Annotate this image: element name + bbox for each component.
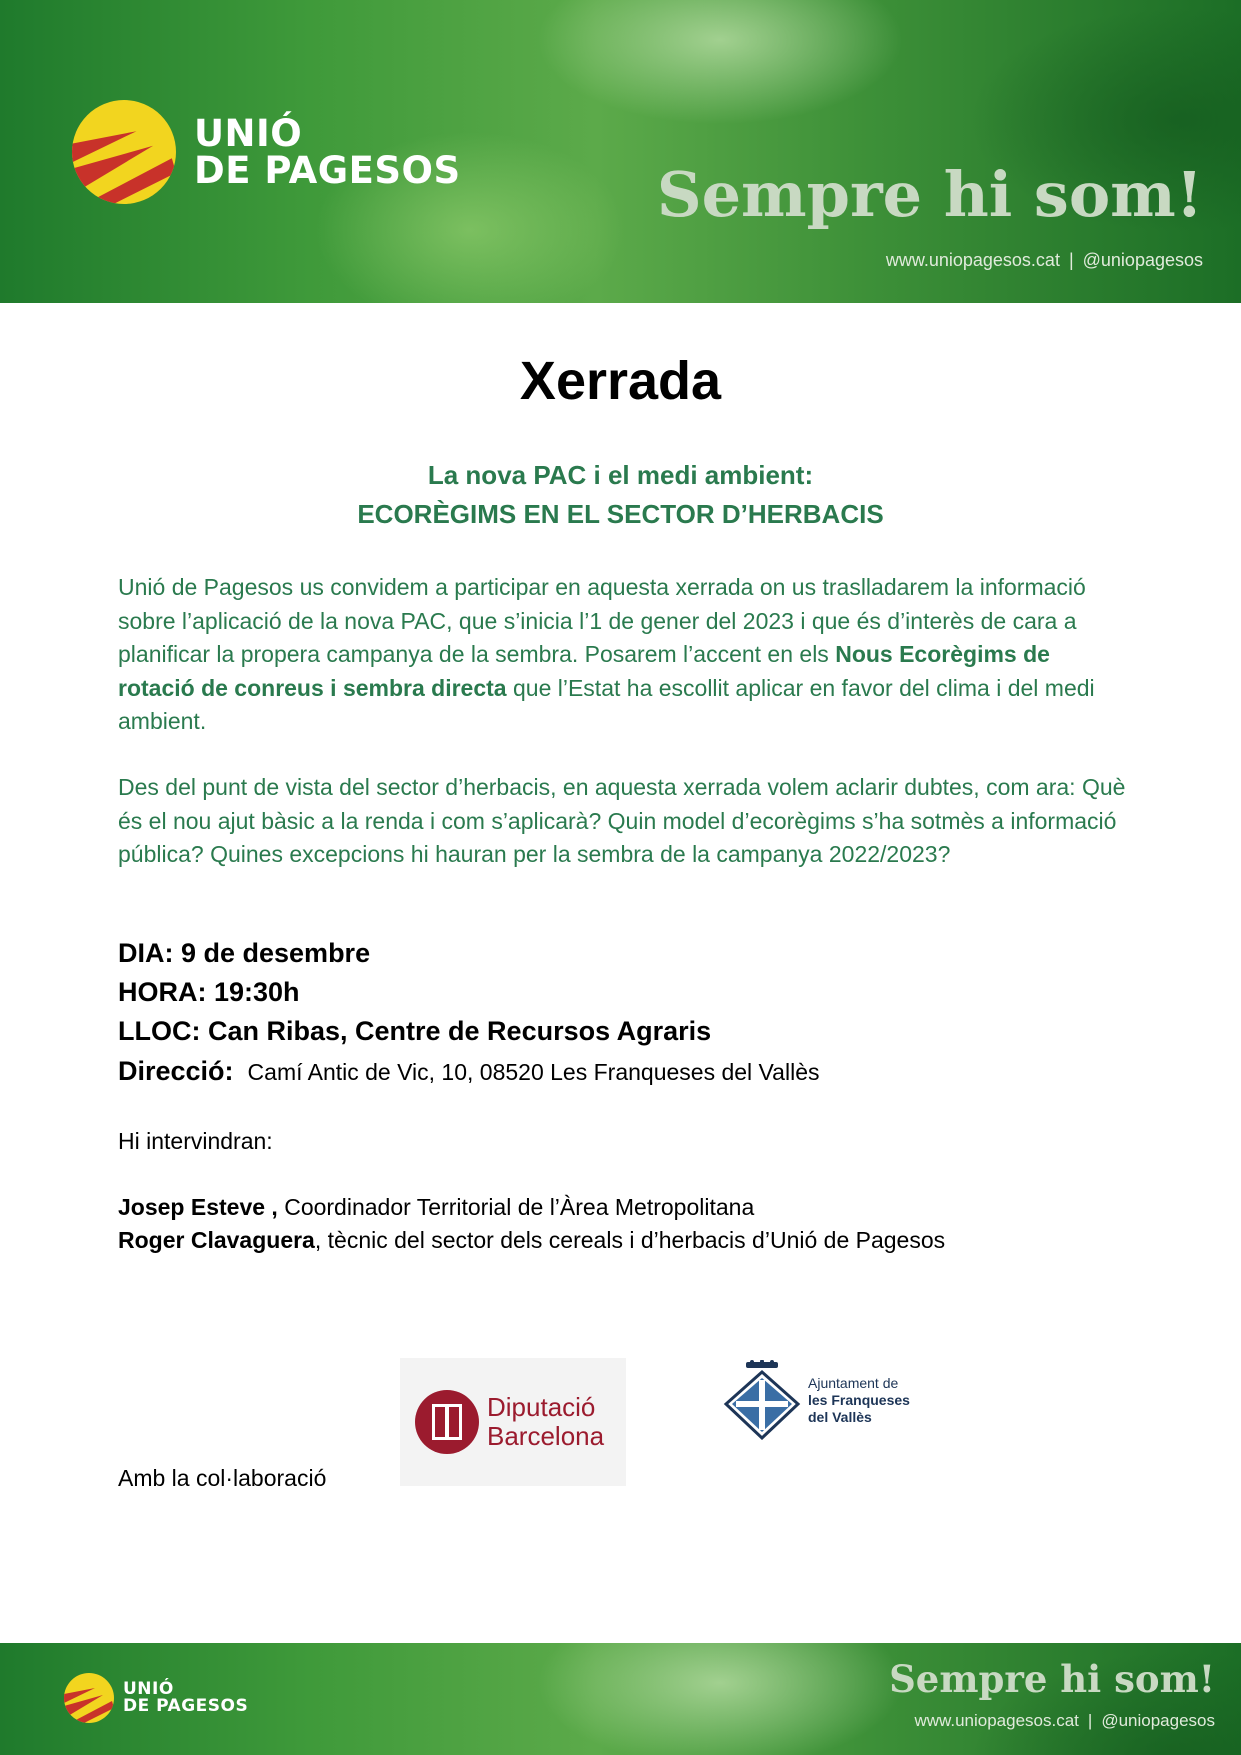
- footer-slogan: Sempre hi som!: [889, 1657, 1215, 1701]
- intro-text-1: Unió de Pagesos us convidem a participar en aquesta xerrada on us traslladarem la informació sobre l’aplicació de la nova PAC, que s’inicia l’1 de gener del 2023 i que és d’interès de cara a planificar la propera campanya de la sembra. Posarem l’accent en els: [118, 574, 1086, 667]
- link-separator: |: [1068, 250, 1074, 270]
- intro-highlight: Nous Ecorègims de rotació de conreus i sembra directa: [118, 641, 1050, 701]
- address-label: Direcció:: [118, 1056, 234, 1086]
- footer-link-separator: |: [1087, 1711, 1093, 1730]
- footer-logo-line-2: DE PAGESOS: [123, 1696, 249, 1716]
- ajuntament-shield-icon: [722, 1360, 802, 1440]
- logo-line-2: DE PAGESOS: [194, 149, 461, 192]
- speaker-role: , tècnic del sector dels cereals i d’herbacis d’Unió de Pagesos: [314, 1227, 946, 1253]
- speaker-role: Coordinador Territorial de l’Àrea Metropolitana: [277, 1194, 755, 1220]
- ajuntament-line-2: les Franqueses: [808, 1391, 910, 1408]
- slogan: Sempre hi som!: [656, 158, 1203, 231]
- footer-social-handle[interactable]: @uniopagesos: [1101, 1711, 1215, 1730]
- website-link[interactable]: www.uniopagesos.cat: [885, 250, 1060, 270]
- speaker-item: [118, 1224, 1128, 1257]
- subtitle-line-2: ECORÈGIMS EN EL SECTOR D’HERBACIS: [357, 499, 884, 529]
- ajuntament-line-1: Ajuntament de: [808, 1374, 899, 1391]
- footer-logo-line-1: UNIÓ: [123, 1679, 174, 1699]
- subtitle-line-1: La nova PAC i el medi ambient:: [427, 460, 814, 490]
- header-links: [886, 250, 1203, 271]
- diputacio-line-1: Diputació: [487, 1392, 596, 1422]
- footer-banner: [0, 1643, 1241, 1755]
- ajuntament-name: [808, 1375, 910, 1426]
- event-location: LLOC: Can Ribas, Centre de Recursos Agraris: [118, 1016, 712, 1046]
- footer-logo-text: [123, 1681, 248, 1715]
- diputacio-seal-icon: [415, 1390, 479, 1454]
- speaker-name: Josep Esteve ,: [118, 1194, 278, 1220]
- footer-website-link[interactable]: www.uniopagesos.cat: [914, 1711, 1079, 1730]
- subtitle: [0, 456, 1241, 534]
- logo-emblem-icon: [72, 100, 176, 204]
- unio-pagesos-logo: [72, 100, 461, 204]
- questions-paragraph: Des del punt de vista del sector d’herbacis, en aquesta xerrada volem aclarir dubtes, com ara: Què és el nou ajut bàsic a la renda i com s’aplicarà? Quin model d’ecorègims s’ha sotmès a informació pública? Quines excepcions hi hauran per la sembra de la campanya 2022/2023?: [118, 774, 1126, 867]
- address-value: Camí Antic de Vic, 10, 08520 Les Franqueses del Vallès: [247, 1059, 820, 1085]
- intro-text-2: que l’Estat ha escollit aplicar en favor del clima i del medi ambient.: [118, 674, 1095, 734]
- event-date: DIA: 9 de desembre: [118, 938, 371, 968]
- speaker-name: Roger Clavaguera: [118, 1227, 315, 1253]
- diputacio-line-2: Barcelona: [487, 1421, 605, 1451]
- header-banner: [0, 0, 1241, 303]
- ajuntament-franqueses-logo: [722, 1360, 910, 1440]
- footer-logo-emblem-icon: [64, 1673, 114, 1723]
- speaker-item: [118, 1191, 1128, 1224]
- footer-links: [914, 1711, 1215, 1731]
- logo-text: [194, 112, 461, 192]
- collaboration-label: Amb la col·laboració: [118, 1465, 327, 1491]
- page-title: Xerrada: [519, 351, 722, 411]
- event-address: [118, 1052, 1128, 1092]
- ajuntament-line-3: del Vallès: [808, 1408, 872, 1425]
- logo-line-1: UNIÓ: [194, 112, 303, 155]
- speakers-intro: Hi intervindran:: [118, 1128, 273, 1154]
- diputacio-barcelona-logo: [400, 1358, 626, 1486]
- footer-logo: [64, 1673, 248, 1723]
- intro-paragraph: [118, 571, 1128, 739]
- diputacio-name: [487, 1393, 604, 1451]
- social-handle[interactable]: @uniopagesos: [1082, 250, 1203, 270]
- event-time: HORA: 19:30h: [118, 977, 300, 1007]
